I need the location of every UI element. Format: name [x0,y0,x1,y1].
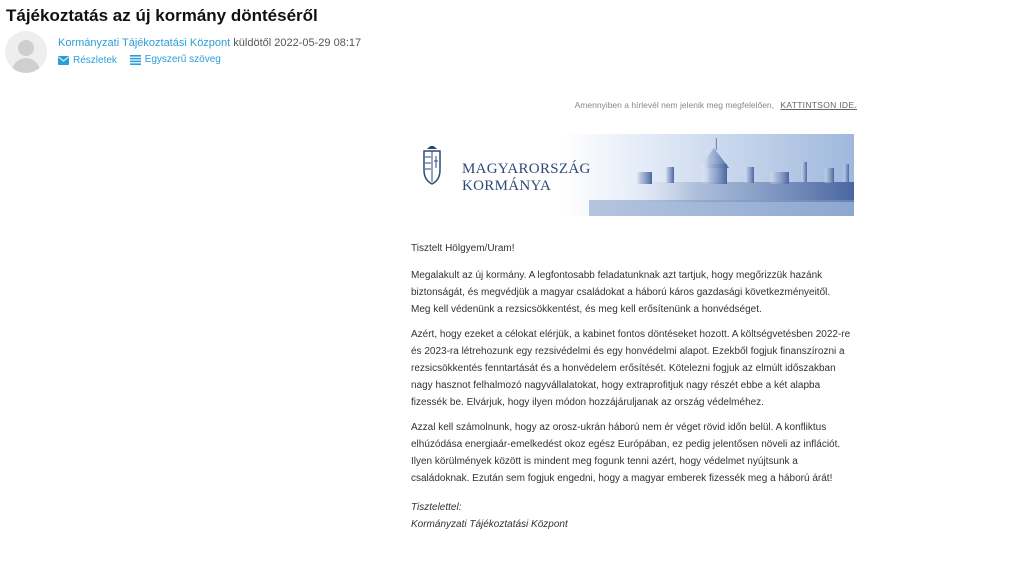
sent-datetime: 2022-05-29 08:17 [274,37,362,49]
email-actions [58,54,231,68]
sender-link[interactable]: Kormányzati Tájékoztatási Központ [58,37,231,49]
sender-line [58,37,361,49]
signature: Kormányzati Tájékoztatási Központ [411,519,568,530]
sent-label: küldötől [233,37,272,49]
notice-text: Amennyiben a hírlevél nem jelenik meg megfelelően, [574,100,775,110]
banner-title-line1: MAGYARORSZÁG [462,161,591,177]
government-banner [419,134,854,216]
signature-block [411,499,851,533]
details-button[interactable] [58,55,117,66]
body-paragraph-1: Megalakult az új kormány. A legfontosabb feladatunknak azt tartjuk, hogy megőrizzük hazánk biztonságát, és megvédjük a magyar családokat a háború káros gazdasági következményeitől. Meg kell védenünk a rezsicsökkentést, és meg kell erősítenünk a honvédséget. [411,270,831,315]
greeting: Tisztelt Hölgyem/Uram! [411,243,515,254]
plain-text-button[interactable] [130,54,221,65]
body-paragraph-3: Azzal kell számolnunk, hogy az orosz-ukrán háború nem ér véget rövid időn belül. A konfliktus elhúzódása energiaár-emelkedést okoz egész Európában, ez pedig jelentősen növeli az inflációt. Ilyen körülmények között is mindent meg fogunk tenni azért, hogy védelmet nyújtsunk a családoknak. Ezután sem fogjuk engedni, hogy a magyar emberek fizessék meg a háború árát! [411,422,841,484]
envelope-icon [58,56,69,65]
notice-link[interactable]: KATTINTSON IDE. [780,100,857,110]
email-subject: Tájékoztatás az új kormány döntéséről [6,6,318,25]
banner-title-line2: KORMÁNYA [462,178,552,194]
closing: Tisztelettel: [411,502,462,513]
avatar-head [18,40,34,56]
plain-text-label: Egyszerű szöveg [144,54,221,65]
newsletter-body [411,240,851,533]
body-paragraph-2: Azért, hogy ezeket a célokat elérjük, a kabinet fontos döntéseket hozott. A költségvetésben 2022-re és 2023-ra létrehozunk egy rezsivédelmi és egy honvédelmi alapot. Ezekből fogjuk finanszírozni a rezsicsökkentés fenntartását és a honvédelem erősítését. Kötelezni fogjuk az elmúlt időszakban nagy hasznot felhalmozó nagyvállalatokat, hogy extraprofitjuk nagy részét ebbe a két alapba fizessék be. Elvárjuk, hogy ilyen módon hozzájáruljanak az ország védelméhez. [411,329,851,408]
avatar-body [12,58,40,73]
banner-graphic [419,134,854,216]
display-notice [575,100,857,110]
text-lines-icon [130,55,141,65]
details-label: Részletek [73,54,117,66]
sender-avatar [5,31,47,73]
